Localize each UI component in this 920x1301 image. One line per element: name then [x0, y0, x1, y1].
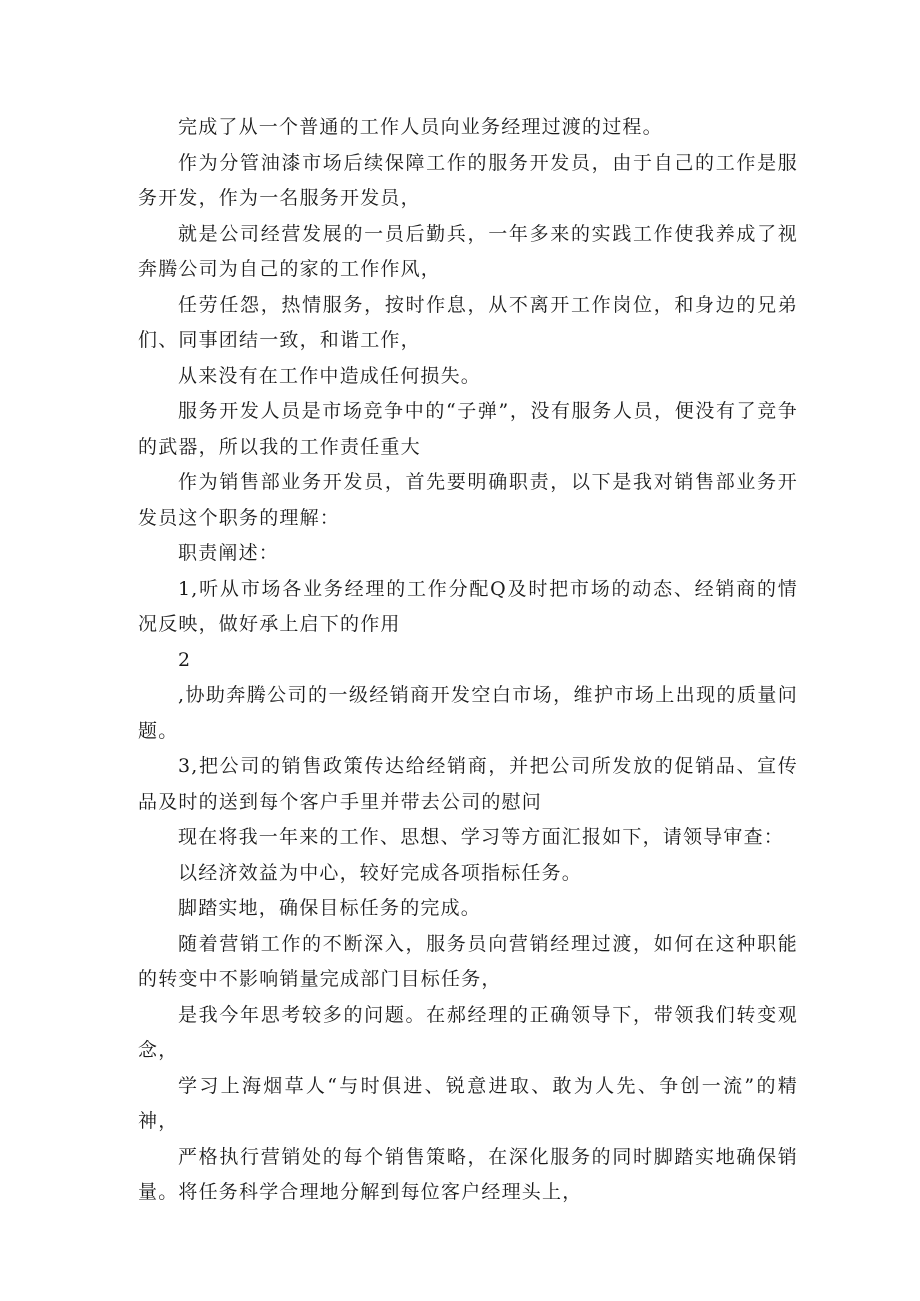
paragraph-12: 3,把公司的销售政策传达给经销商，并把公司所发放的促销品、宣传品及时的送到每个客户手里并带去公司的慰问	[138, 755, 798, 813]
paragraph-4: 任劳任怨，热情服务，按时作息，从不离开工作岗位，和身边的兄弟们、同事团结一致，和谐工作，	[138, 293, 798, 351]
paragraph-2: 作为分管油漆市场后续保障工作的服务开发员，由于自己的工作是服务开发，作为一名服务开发员，	[138, 151, 798, 209]
paragraph-14: 以经济效益为中心，较好完成各项指标任务。	[178, 861, 583, 884]
paragraph-6: 服务开发人员是市场竞争中的“子弹”，没有服务人员，便没有了竞争的武器，所以我的工作责任重大	[138, 400, 798, 458]
paragraph-9: 1,听从市场各业务经理的工作分配Q及时把市场的动态、经销商的情况反映，做好承上启下的作用	[138, 577, 798, 635]
paragraph-5: 从来没有在工作中造成任何损失。	[178, 364, 482, 387]
paragraph-13: 现在将我一年来的工作、思想、学习等方面汇报如下，请领导审查：	[178, 826, 785, 848]
paragraph-3: 就是公司经营发展的一员后勤兵，一年多来的实践工作使我养成了视奔腾公司为自己的家的工作作风，	[138, 222, 798, 280]
paragraph-11: ,协助奔腾公司的一级经销商开发空白市场，维护市场上出现的质量问题。	[138, 684, 798, 742]
document-body	[138, 110, 798, 1211]
paragraph-7: 作为销售部业务开发员，首先要明确职责，以下是我对销售部业务开发员这个职务的理解：	[138, 471, 798, 529]
paragraph-18: 学习上海烟草人“与时俱进、锐意进取、敢为人先、争创一流”的精神，	[138, 1074, 798, 1132]
paragraph-8: 职责阐述：	[178, 542, 280, 564]
paragraph-10: 2	[178, 648, 192, 671]
paragraph-15: 脚踏实地，确保目标任务的完成。	[178, 897, 482, 919]
paragraph-19: 严格执行营销处的每个销售策略，在深化服务的同时脚踏实地确保销量。将任务科学合理地分解到每位客户经理头上，	[138, 1145, 798, 1203]
paragraph-1: 完成了从一个普通的工作人员向业务经理过渡的过程。	[178, 116, 663, 138]
paragraph-16: 随着营销工作的不断深入，服务员向营销经理过渡，如何在这种职能的转变中不影响销量完成部门目标任务，	[138, 932, 798, 990]
paragraph-17: 是我今年思考较多的问题。在郝经理的正确领导下，带领我们转变观念，	[138, 1003, 798, 1061]
